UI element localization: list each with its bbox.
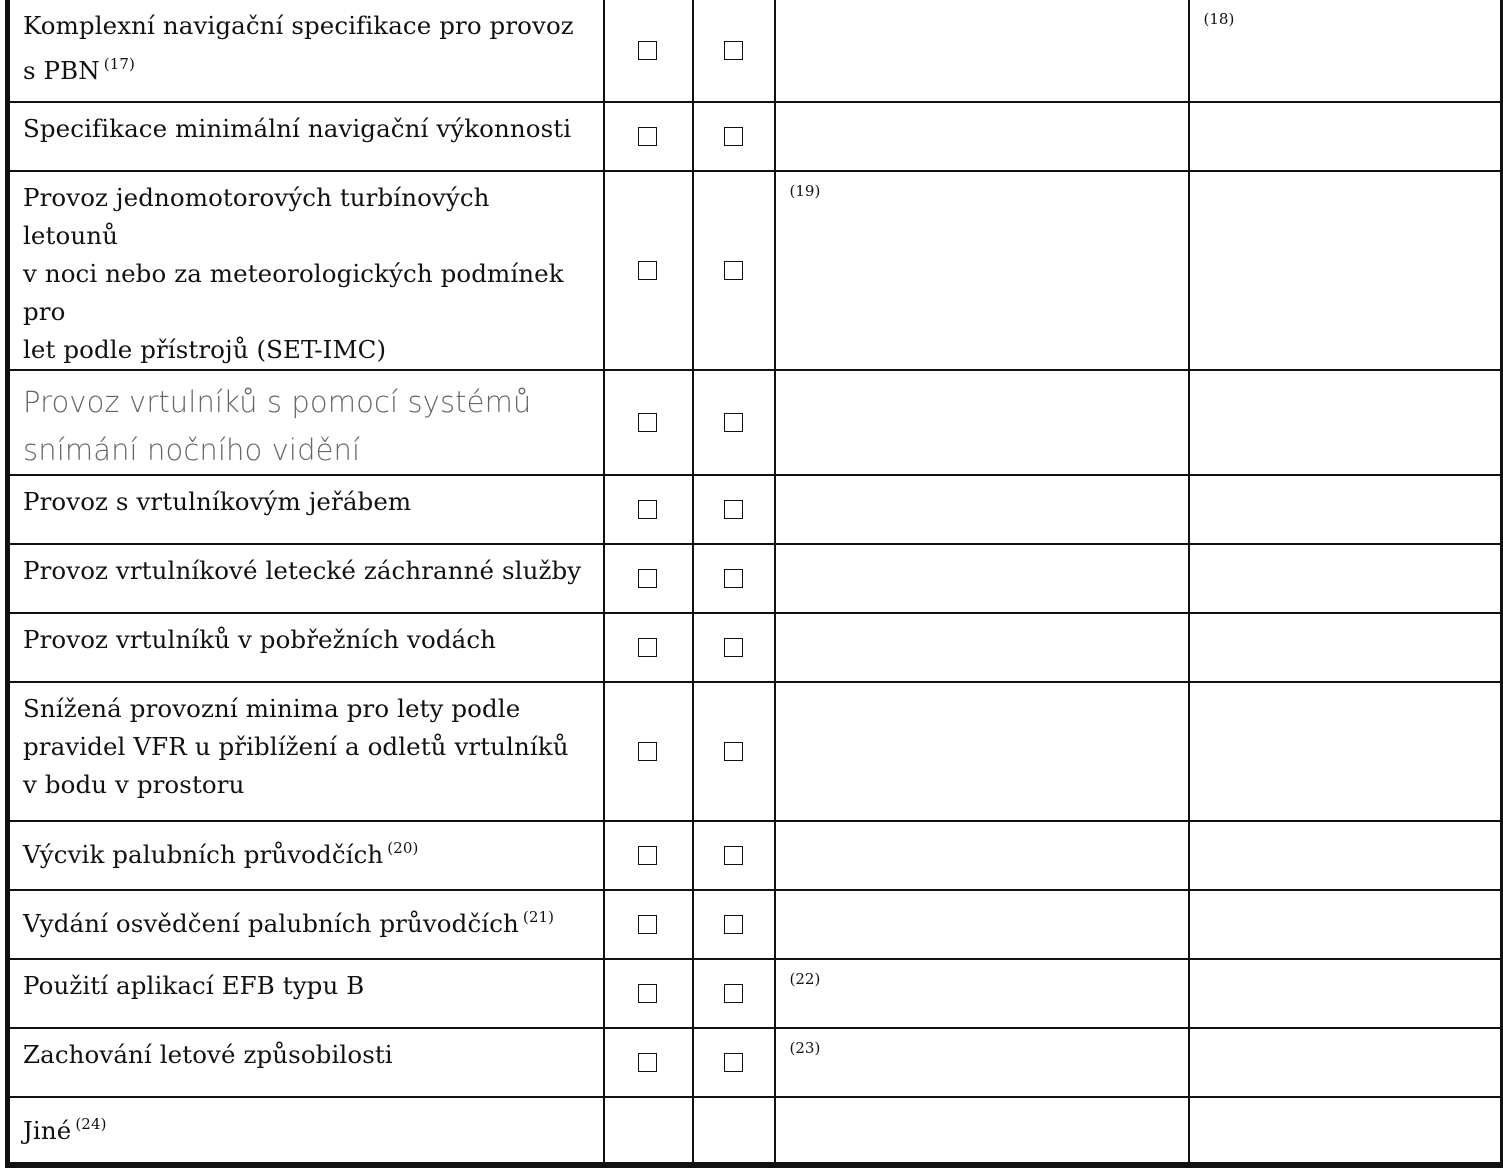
checkbox-cell-no: [693, 1028, 775, 1097]
description-cell[interactable]: [775, 1028, 1189, 1097]
remarks-cell[interactable]: [1189, 821, 1502, 890]
approval-label-line: Jiné: [23, 1116, 72, 1145]
checkbox-yes[interactable]: [638, 500, 657, 519]
remarks-cell[interactable]: [1189, 959, 1502, 1028]
approval-label-line: Výcvik palubních průvodčích: [23, 840, 384, 869]
description-cell[interactable]: [775, 890, 1189, 959]
approval-label-cell: [8, 959, 604, 1028]
description-cell[interactable]: [775, 475, 1189, 544]
checkbox-no[interactable]: [724, 638, 743, 657]
approval-label: [10, 0, 603, 90]
specific-approvals-table: [5, 0, 1503, 1168]
checkbox-cell-no: [693, 171, 775, 370]
checkbox-cell-yes: [604, 475, 693, 544]
description-cell[interactable]: [775, 0, 1189, 102]
description-cell[interactable]: [775, 959, 1189, 1028]
description-cell[interactable]: [775, 370, 1189, 475]
approval-row: [8, 171, 1502, 370]
checkbox-cell-yes: [604, 890, 693, 959]
checkbox-cell-no: [693, 613, 775, 682]
approval-row: [8, 613, 1502, 682]
footnote-reference: (21): [522, 908, 555, 926]
footnote-reference: (24): [75, 1115, 107, 1133]
description-cell[interactable]: [775, 544, 1189, 613]
checkbox-no[interactable]: [724, 1053, 743, 1072]
checkbox-yes[interactable]: [638, 984, 657, 1003]
checkbox-no[interactable]: [724, 261, 743, 280]
checkbox-cell-yes: [604, 102, 693, 171]
checkbox-cell-yes: [604, 959, 693, 1028]
remarks-cell[interactable]: [1189, 544, 1502, 613]
approval-row: [8, 1028, 1502, 1097]
approval-label: [10, 683, 603, 804]
approval-row: [8, 544, 1502, 613]
checkbox-no[interactable]: [724, 500, 743, 519]
remarks-cell[interactable]: [1189, 682, 1502, 821]
approval-row: [8, 1097, 1502, 1165]
checkbox-cell-yes: [604, 1097, 693, 1165]
approval-label: [10, 545, 603, 590]
remarks-cell[interactable]: [1189, 1097, 1502, 1165]
approval-label: [10, 172, 603, 369]
approval-label: [10, 476, 603, 521]
checkbox-yes[interactable]: [638, 846, 657, 865]
checkbox-no[interactable]: [724, 915, 743, 934]
checkbox-no[interactable]: [724, 41, 743, 60]
approval-label-line: Použití aplikací EFB typu B: [23, 971, 365, 1000]
checkbox-cell-yes: [604, 613, 693, 682]
approval-label: [10, 1098, 603, 1150]
approval-label: [10, 103, 603, 148]
approval-label-line: Zachování letové způsobilosti: [23, 1040, 393, 1069]
approval-label-cell: [8, 102, 604, 171]
approval-label-line: v noci nebo za meteorologických podmínek pro: [23, 259, 564, 326]
checkbox-cell-yes: [604, 821, 693, 890]
approval-label-line: let podle přístrojů (SET-IMC): [23, 335, 387, 364]
checkbox-cell-yes: [604, 370, 693, 475]
footnote-reference: (23): [789, 1039, 821, 1057]
approval-label-line: Specifikace minimální navigační výkonnosti: [23, 114, 572, 143]
checkbox-cell-no: [693, 0, 775, 102]
approval-row: [8, 959, 1502, 1028]
checkbox-cell-no: [693, 544, 775, 613]
checkbox-cell-no: [693, 1097, 775, 1165]
checkbox-yes[interactable]: [638, 41, 657, 60]
approval-label: [10, 822, 603, 874]
approval-label-cell: [8, 1028, 604, 1097]
checkbox-cell-no: [693, 821, 775, 890]
checkbox-yes[interactable]: [638, 915, 657, 934]
description-cell[interactable]: [775, 682, 1189, 821]
checkbox-no[interactable]: [724, 127, 743, 146]
approval-label: [10, 960, 603, 1005]
remarks-cell[interactable]: [1189, 890, 1502, 959]
checkbox-cell-yes: [604, 1028, 693, 1097]
checkbox-cell-yes: [604, 171, 693, 370]
checkbox-yes[interactable]: [638, 569, 657, 588]
checkbox-cell-yes: [604, 0, 693, 102]
remarks-cell[interactable]: [1189, 613, 1502, 682]
checkbox-no[interactable]: [724, 569, 743, 588]
approval-label: [10, 1029, 603, 1074]
footnote-reference: (22): [789, 970, 821, 988]
checkbox-no[interactable]: [724, 413, 743, 432]
checkbox-cell-yes: [604, 682, 693, 821]
footnote-reference: (20): [387, 839, 419, 857]
remarks-cell[interactable]: [1189, 370, 1502, 475]
checkbox-cell-no: [693, 370, 775, 475]
checkbox-cell-no: [693, 682, 775, 821]
footnote-reference: (19): [789, 182, 821, 200]
approval-label-line: Provoz jednomotorových turbínových letounů: [23, 183, 490, 250]
checkbox-yes[interactable]: [638, 742, 657, 761]
checkbox-no[interactable]: [724, 742, 743, 761]
approval-row: [8, 0, 1502, 102]
approval-row: [8, 682, 1502, 821]
remarks-cell[interactable]: [1189, 0, 1502, 102]
approval-label-line: Provoz vrtulníků s pomocí systémů: [23, 385, 532, 419]
approval-label-cell: [8, 475, 604, 544]
approval-label-cell: [8, 0, 604, 102]
approval-label-line: Provoz vrtulníkové letecké záchranné služby: [23, 556, 582, 585]
checkbox-yes[interactable]: [638, 127, 657, 146]
description-cell[interactable]: [775, 1097, 1189, 1165]
approval-label-cell: [8, 370, 604, 475]
approval-label-cell: [8, 544, 604, 613]
remarks-cell[interactable]: [1189, 102, 1502, 171]
description-cell[interactable]: [775, 821, 1189, 890]
approval-row: [8, 475, 1502, 544]
approval-label: [10, 614, 603, 659]
description-cell[interactable]: [775, 171, 1189, 370]
approval-label: [10, 371, 603, 474]
approval-label-cell: [8, 1097, 604, 1165]
checkbox-yes[interactable]: [638, 638, 657, 657]
approval-row: [8, 890, 1502, 959]
approval-label-cell: [8, 171, 604, 370]
approval-label-cell: [8, 890, 604, 959]
approval-label-cell: [8, 613, 604, 682]
checkbox-cell-no: [693, 890, 775, 959]
approval-label-line: Provoz s vrtulníkovým jeřábem: [23, 487, 412, 516]
description-cell[interactable]: [775, 102, 1189, 171]
checkbox-cell-no: [693, 475, 775, 544]
footnote-reference: (17): [103, 55, 135, 73]
checkbox-yes[interactable]: [638, 261, 657, 280]
description-cell[interactable]: [775, 613, 1189, 682]
approval-label-line: s PBN: [23, 56, 100, 85]
approval-label-line: pravidel VFR u přiblížení a odletů vrtulníků: [23, 732, 569, 761]
approval-label-cell: [8, 682, 604, 821]
approval-label-line: v bodu v prostoru: [23, 770, 245, 799]
remarks-cell[interactable]: [1189, 475, 1502, 544]
remarks-cell[interactable]: [1189, 1028, 1502, 1097]
approval-row: [8, 370, 1502, 475]
footnote-reference: (18): [1203, 10, 1235, 28]
approval-label-line: Komplexní navigační specifikace pro provoz: [23, 11, 574, 40]
approval-label: [10, 891, 603, 943]
checkbox-cell-yes: [604, 544, 693, 613]
approval-row: [8, 821, 1502, 890]
checkbox-no[interactable]: [724, 846, 743, 865]
checkbox-yes[interactable]: [638, 1053, 657, 1072]
approval-label-line: Provoz vrtulníků v pobřežních vodách: [23, 625, 497, 654]
checkbox-cell-no: [693, 959, 775, 1028]
approval-label-line: snímání nočního vidění: [23, 433, 361, 467]
approval-row: [8, 102, 1502, 171]
approval-label-line: Snížená provozní minima pro lety podle: [23, 694, 521, 723]
approval-label-line: Vydání osvědčení palubních průvodčích: [23, 909, 519, 938]
approval-label-cell: [8, 821, 604, 890]
checkbox-yes[interactable]: [638, 413, 657, 432]
checkbox-no[interactable]: [724, 984, 743, 1003]
checkbox-cell-no: [693, 102, 775, 171]
remarks-cell[interactable]: [1189, 171, 1502, 370]
